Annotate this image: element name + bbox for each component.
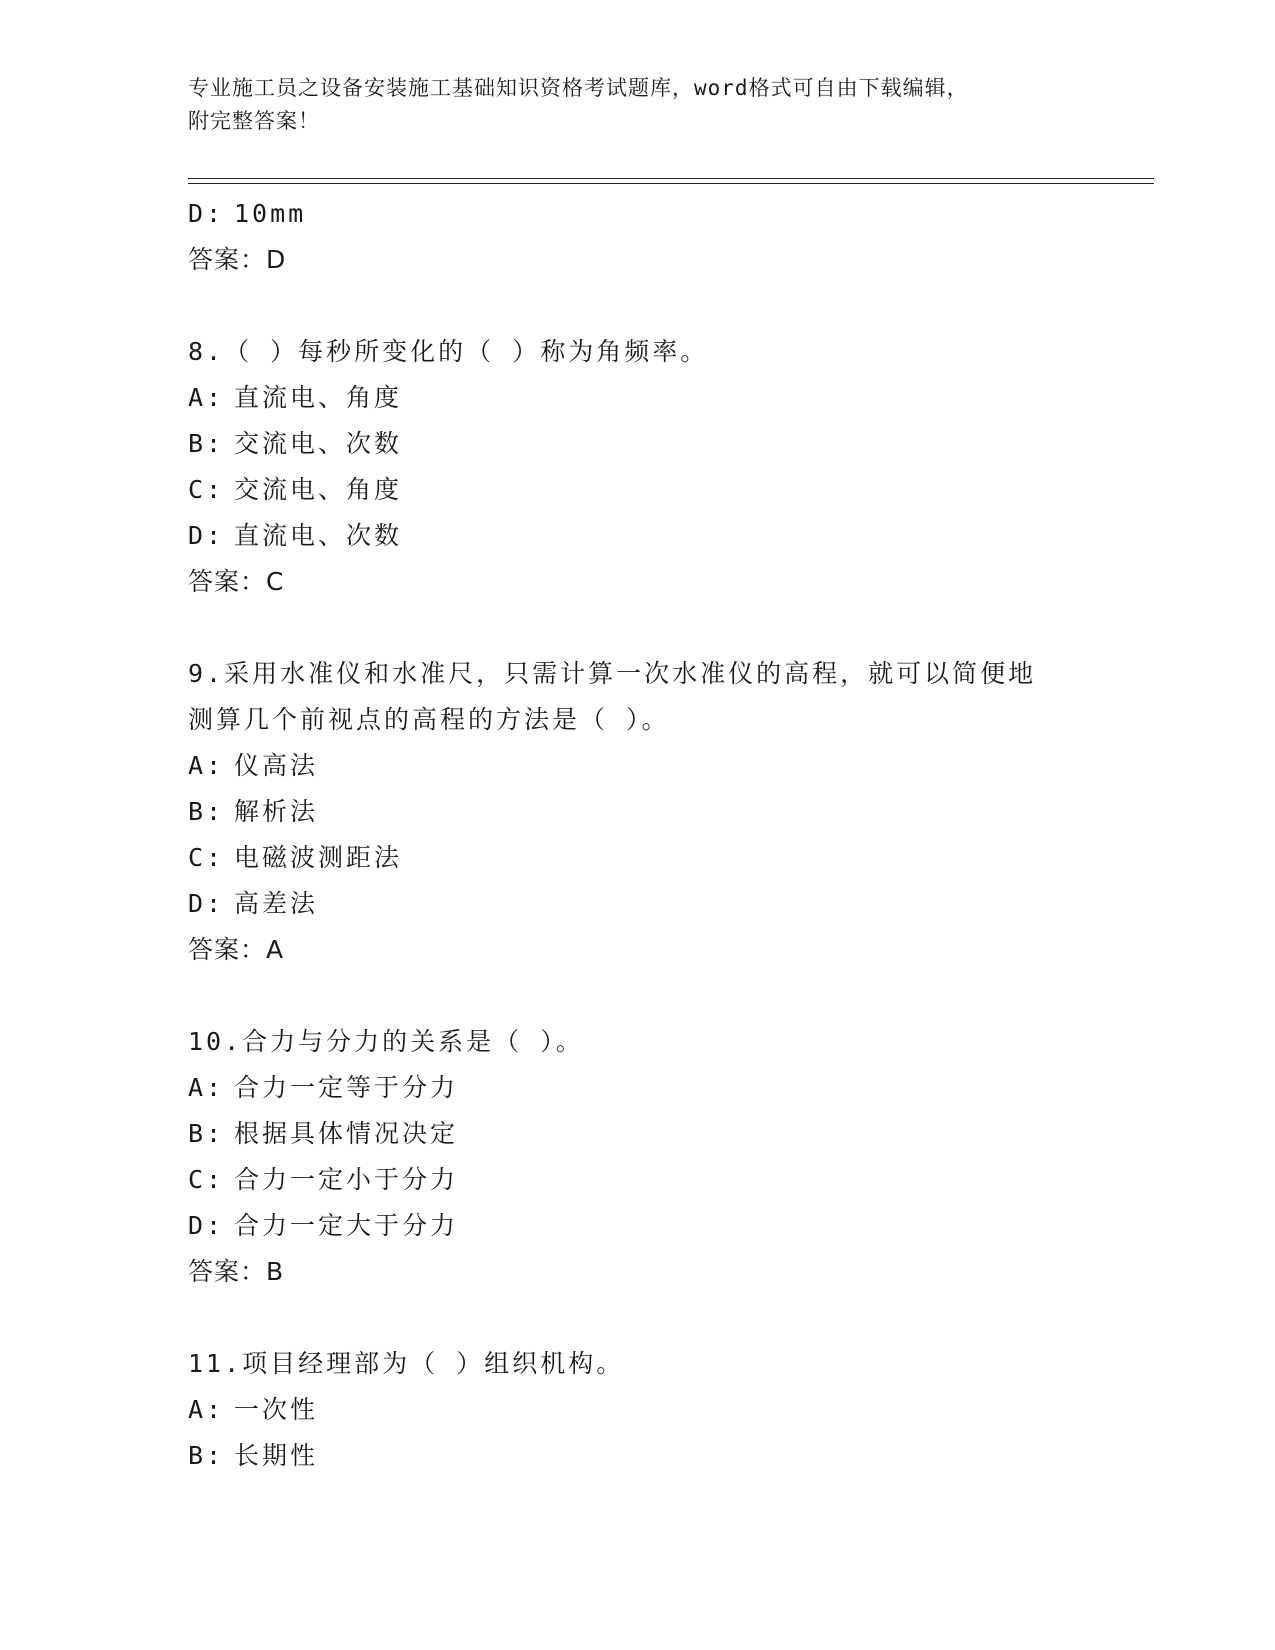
spacer <box>188 605 1154 651</box>
option-label: A: <box>188 383 225 412</box>
option-text: 直流电、次数 <box>234 521 403 550</box>
option-label: D: <box>188 1211 225 1240</box>
option-label: C: <box>188 475 225 504</box>
header-divider-top <box>188 178 1154 179</box>
question-9 <box>188 651 1154 973</box>
option-label: D: <box>188 199 225 228</box>
question-stem: 11.项目经理部为（ ）组织机构。 <box>188 1349 625 1378</box>
question-stem: 9.采用水准仪和水准尺，只需计算一次水准仪的高程，就可以简便地 <box>188 659 1037 688</box>
answer: 答案：B <box>188 1257 285 1286</box>
question-stem-continued: 测算几个前视点的高程的方法是（ ）。 <box>188 705 670 734</box>
option-label: B: <box>188 1119 225 1148</box>
option-label: A: <box>188 1395 225 1424</box>
option-d <box>188 881 1154 927</box>
option-text: 合力一定大于分力 <box>234 1211 459 1240</box>
option-d <box>188 1203 1154 1249</box>
option-label: B: <box>188 1441 225 1470</box>
option-text: 解析法 <box>234 797 319 826</box>
question-stem: 10.合力与分力的关系是（ ）。 <box>188 1027 584 1056</box>
header-line-1: 专业施工员之设备安装施工基础知识资格考试题库，word格式可自由下载编辑， <box>188 76 969 100</box>
option-text: 一次性 <box>234 1395 319 1424</box>
option-text: 仪高法 <box>234 751 319 780</box>
option-label: A: <box>188 1073 225 1102</box>
option-a <box>188 375 1154 421</box>
answer: 答案：A <box>188 935 285 964</box>
option-text: 高差法 <box>234 889 319 918</box>
option-a <box>188 1065 1154 1111</box>
header-line-2: 附完整答案！ <box>188 109 320 133</box>
option-d <box>188 513 1154 559</box>
question-10 <box>188 1019 1154 1295</box>
option-label: C: <box>188 1165 225 1194</box>
option-label: B: <box>188 429 225 458</box>
spacer <box>188 1295 1154 1341</box>
option-text: 交流电、次数 <box>234 429 403 458</box>
option-label: B: <box>188 797 225 826</box>
option-label: C: <box>188 843 225 872</box>
option-a <box>188 743 1154 789</box>
option-c <box>188 467 1154 513</box>
option-label: D: <box>188 889 225 918</box>
question-11 <box>188 1341 1154 1479</box>
answer: 答案：C <box>188 567 285 596</box>
option-label: D: <box>188 521 225 550</box>
option-c <box>188 1157 1154 1203</box>
option-c <box>188 835 1154 881</box>
answer: 答案：D <box>188 245 287 274</box>
question-8 <box>188 329 1154 605</box>
question-list <box>188 191 1154 1479</box>
option-text: 合力一定小于分力 <box>234 1165 459 1194</box>
spacer <box>188 283 1154 329</box>
option-text: 电磁波测距法 <box>234 843 403 872</box>
option-d <box>188 191 1154 237</box>
option-b <box>188 789 1154 835</box>
option-a <box>188 1387 1154 1433</box>
option-label: A: <box>188 751 225 780</box>
document-header <box>188 72 1068 138</box>
option-text: 10mm <box>234 199 307 228</box>
question-stem: 8.（ ）每秒所变化的（ ）称为角频率。 <box>188 337 709 366</box>
option-b <box>188 1111 1154 1157</box>
option-text: 直流电、角度 <box>234 383 403 412</box>
spacer <box>188 973 1154 1019</box>
option-text: 长期性 <box>234 1441 319 1470</box>
option-b <box>188 1433 1154 1479</box>
option-b <box>188 421 1154 467</box>
header-divider-bottom <box>188 183 1154 184</box>
option-text: 合力一定等于分力 <box>234 1073 459 1102</box>
option-text: 交流电、角度 <box>234 475 403 504</box>
option-text: 根据具体情况决定 <box>234 1119 459 1148</box>
